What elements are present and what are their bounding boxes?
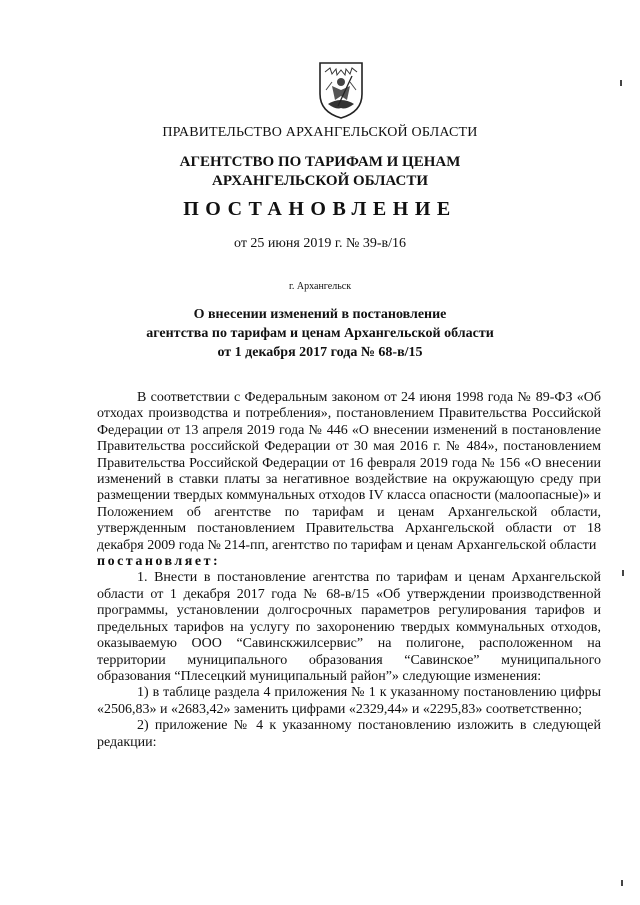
agency-name-line1: АГЕНТСТВО ПО ТАРИФАМ И ЦЕНАМ [179, 154, 461, 170]
document-body [97, 390, 601, 751]
scan-mark [620, 80, 622, 86]
item-1-1-paragraph: 1) в таблице раздела 4 приложения № 1 к указанному постановлению цифры «2506,83» и «2683,42» заменить цифрами «2329,44» и «2295,83» соответственно; [97, 685, 601, 717]
coat-of-arms-icon [316, 60, 366, 120]
scan-mark [621, 880, 623, 886]
agency-name [0, 153, 640, 191]
resolves-line: постановляет: [97, 554, 221, 570]
document-title [0, 305, 640, 362]
item-1-paragraph: 1. Внести в постановление агентства по тарифам и ценам Архангельской области от 1 декабря 2017 года № 68-в/15 «Об утверждении производственной программы, установлении долгосрочных параметров регулирования тарифов и предельных тарифов на услугу по захоронению твердых коммунальных отходов, оказываемую ООО “Савинскжилсервис” на полигоне, расположенном на территории муниципального образования “Савинское” муниципального образования “Плесецкий муниципальный район”» следующие изменения: [97, 570, 601, 684]
preamble-paragraph: В соответствии с Федеральным законом от 24 июня 1998 года № 89-ФЗ «Об отходах производства и потребления», постановлением Правительства Российской Федерации от 13 апреля 2019 года № 446 «О внесении изменений в постановление Правительства российской Федерации от 30 мая 2016 г. № 484», постановлением Правительства Российской Федерации от 16 февраля 2019 года № 156 «О внесении изменений в ставки платы за негативное воздействие на окружающую среду при размещении твердых коммунальных отходов IV класса опасности (малоопасные)» и Положением об агентстве по тарифам и ценам Архангельской области, утвержденным постановлением Правительства Архангельской области от 18 декабря 2009 года № 214-пп, агентство по тарифам и ценам Архангельской области [97, 390, 601, 553]
document-date-number: от 25 июня 2019 г. № 39-в/16 [234, 236, 406, 251]
scan-mark [622, 570, 624, 576]
title-line1: О внесении изменений в постановление [193, 307, 447, 322]
item-1-2-paragraph: 2) приложение № 4 к указанному постановлению изложить в следующей редакции: [97, 718, 601, 750]
agency-name-line2: АРХАНГЕЛЬСКОЙ ОБЛАСТИ [212, 173, 428, 189]
government-name: ПРАВИТЕЛЬСТВО АРХАНГЕЛЬСКОЙ ОБЛАСТИ [162, 125, 478, 140]
document-type: ПОСТАНОВЛЕНИЕ [183, 198, 457, 220]
title-line2: агентства по тарифам и ценам Архангельской области [146, 326, 494, 341]
title-line3: от 1 декабря 2017 года № 68-в/15 [217, 345, 423, 360]
document-city: г. Архангельск [288, 281, 352, 292]
